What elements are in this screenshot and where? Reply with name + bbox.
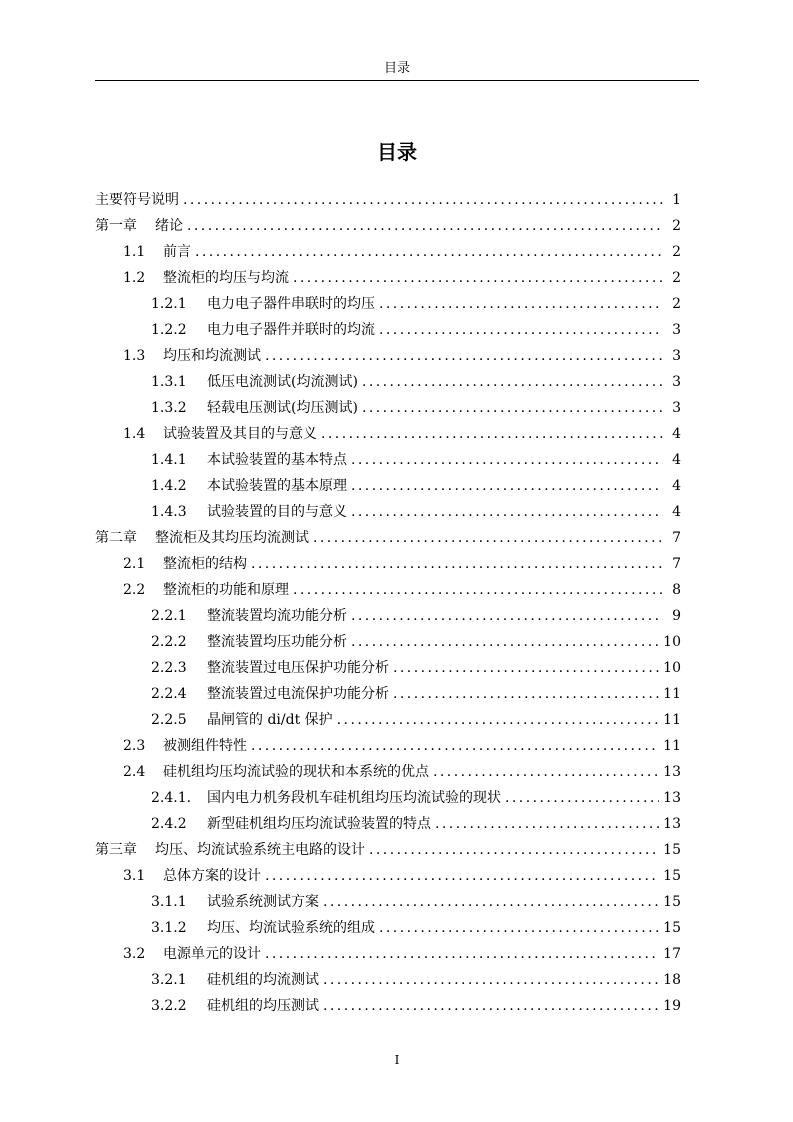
toc-entry-label: 硅机组的均流测试 (207, 972, 319, 988)
toc-entry-page: 11 (663, 712, 681, 728)
toc-entry-page: 13 (663, 764, 681, 780)
toc-entry[interactable] (95, 317, 681, 343)
table-of-contents (95, 187, 681, 1019)
toc-entry-label: 硅机组均压均流试验的现状和本系统的优点 (163, 764, 429, 780)
toc-entry-label: 整流柜的结构 (163, 556, 247, 572)
toc-leader-dots (369, 837, 659, 863)
toc-entry-page: 3 (672, 374, 681, 390)
toc-entry[interactable] (95, 551, 681, 577)
toc-leader-dots (183, 187, 663, 213)
toc-entry-number: 1.3.1 (151, 374, 187, 390)
toc-entry-page: 10 (663, 660, 681, 676)
toc-entry-page: 4 (672, 452, 681, 468)
toc-entry[interactable] (95, 213, 681, 239)
toc-entry[interactable] (95, 343, 681, 369)
toc-entry-label: 整流装置过电压保护功能分析 (207, 660, 389, 676)
toc-entry-label: 整流装置均流功能分析 (207, 608, 347, 624)
toc-entry-page: 15 (663, 894, 681, 910)
toc-entry-number: 3.2.2 (151, 998, 187, 1014)
toc-entry[interactable] (95, 603, 681, 629)
toc-entry-number: 3.2.1 (151, 972, 187, 988)
toc-leader-dots (323, 993, 659, 1019)
toc-leader-dots (323, 889, 659, 915)
toc-entry-number: 2.4.1. (151, 790, 192, 806)
toc-entry-page: 11 (663, 686, 681, 702)
toc-entry-number: 第一章 (95, 218, 137, 234)
toc-leader-dots (351, 473, 663, 499)
toc-entry-number: 1.1 (123, 244, 146, 260)
toc-entry-label: 国内电力机务段机车硅机组均压均流试验的现状 (207, 790, 501, 806)
toc-entry[interactable] (95, 265, 681, 291)
toc-entry-number: 2.3 (123, 738, 146, 754)
toc-leader-dots (293, 577, 663, 603)
toc-leader-dots (187, 213, 663, 239)
toc-entry-page: 15 (663, 868, 681, 884)
toc-entry-label: 电源单元的设计 (163, 946, 261, 962)
toc-entry[interactable] (95, 473, 681, 499)
toc-entry-number: 2.1 (123, 556, 146, 572)
toc-entry-number: 2.2.4 (151, 686, 187, 702)
page-number: I (394, 1053, 400, 1067)
toc-entry-page: 19 (663, 998, 681, 1014)
toc-entry-page: 15 (663, 920, 681, 936)
toc-entry-number: 1.4.2 (151, 478, 187, 494)
toc-entry-page: 10 (663, 634, 681, 650)
toc-entry-number: 1.3 (123, 348, 146, 364)
toc-entry-label: 均压、均流试验系统主电路的设计 (155, 842, 365, 858)
toc-entry[interactable] (95, 785, 681, 811)
toc-entry-number: 2.2.5 (151, 712, 187, 728)
toc-entry-number: 2.2.1 (151, 608, 187, 624)
toc-entry-page: 2 (672, 244, 681, 260)
toc-entry[interactable] (95, 837, 681, 863)
toc-entry-number: 1.4.1 (151, 452, 187, 468)
toc-entry-label: 前言 (163, 244, 191, 260)
toc-entry-page: 15 (663, 842, 681, 858)
toc-entry-page: 13 (663, 790, 681, 806)
toc-leader-dots (433, 759, 659, 785)
toc-entry[interactable] (95, 967, 681, 993)
toc-entry-page: 4 (672, 426, 681, 442)
running-header: 目录 (383, 61, 410, 76)
toc-entry-page: 11 (663, 738, 681, 754)
toc-entry-page: 3 (672, 400, 681, 416)
toc-entry-number: 1.2.2 (151, 322, 187, 338)
toc-entry-number: 1.3.2 (151, 400, 187, 416)
toc-entry[interactable] (95, 395, 681, 421)
toc-leader-dots (293, 265, 663, 291)
toc-entry-number: 2.2.2 (151, 634, 187, 650)
toc-entry-label: 整流柜的均压与均流 (163, 270, 289, 286)
toc-entry-number: 2.4 (123, 764, 146, 780)
toc-entry[interactable] (95, 629, 681, 655)
toc-entry-page: 3 (672, 322, 681, 338)
toc-entry[interactable] (95, 993, 681, 1019)
toc-entry-page: 17 (663, 946, 681, 962)
toc-leader-dots (321, 421, 663, 447)
toc-entry[interactable] (95, 733, 681, 759)
toc-entry-number: 3.2 (123, 946, 146, 962)
toc-leader-dots (265, 343, 663, 369)
toc-entry[interactable] (95, 707, 681, 733)
toc-leader-dots (393, 681, 659, 707)
toc-entry[interactable] (95, 889, 681, 915)
toc-entry-number: 2.2.3 (151, 660, 187, 676)
toc-entry[interactable] (95, 421, 681, 447)
toc-leader-dots (435, 811, 659, 837)
toc-entry[interactable] (95, 577, 681, 603)
toc-entry-label: 本试验装置的基本原理 (207, 478, 347, 494)
toc-entry-number: 3.1.1 (151, 894, 187, 910)
toc-entry[interactable] (95, 863, 681, 889)
toc-entry-page: 3 (672, 348, 681, 364)
toc-entry-label: 整流柜的功能和原理 (163, 582, 289, 598)
toc-entry-label: 试验装置的目的与意义 (207, 504, 347, 520)
header-rule (95, 80, 699, 81)
toc-leader-dots (393, 655, 659, 681)
toc-entry-page: 4 (672, 478, 681, 494)
toc-entry-label: 被测组件特性 (163, 738, 247, 754)
toc-leader-dots (362, 395, 663, 421)
toc-entry-number: 第三章 (95, 842, 137, 858)
toc-entry-label: 本试验装置的基本特点 (207, 452, 347, 468)
toc-entry-label: 电力电子器件并联时的均流 (207, 322, 375, 338)
toc-entry[interactable] (95, 291, 681, 317)
toc-entry-page: 9 (672, 608, 681, 624)
toc-entry-page: 18 (663, 972, 681, 988)
toc-entry-label: 轻载电压测试(均压测试) (207, 400, 358, 416)
toc-entry-number: 3.1.2 (151, 920, 187, 936)
toc-leader-dots (362, 369, 663, 395)
toc-entry-number: 1.4.3 (151, 504, 187, 520)
toc-entry-number: 1.4 (123, 426, 146, 442)
toc-entry[interactable] (95, 811, 681, 837)
toc-leader-dots (351, 603, 663, 629)
toc-leader-dots (195, 239, 663, 265)
toc-entry-page: 4 (672, 504, 681, 520)
toc-entry[interactable] (95, 447, 681, 473)
toc-entry-number: 2.4.2 (151, 816, 187, 832)
toc-leader-dots (265, 941, 659, 967)
toc-entry-number: 2.2 (123, 582, 146, 598)
toc-entry-label: 整流装置过电流保护功能分析 (207, 686, 389, 702)
toc-leader-dots (505, 785, 659, 811)
toc-entry-label: 整流柜及其均压均流测试 (155, 530, 309, 546)
toc-entry-label: 绪论 (155, 218, 183, 234)
toc-entry-label: 试验系统测试方案 (207, 894, 319, 910)
toc-leader-dots (351, 499, 663, 525)
toc-leader-dots (251, 551, 663, 577)
toc-entry[interactable] (95, 759, 681, 785)
toc-entry-label: 电力电子器件串联时的均压 (207, 296, 375, 312)
toc-entry-page: 2 (672, 296, 681, 312)
toc-leader-dots (313, 525, 663, 551)
toc-entry[interactable] (95, 187, 681, 213)
toc-entry[interactable] (95, 369, 681, 395)
toc-entry-label: 均压和均流测试 (163, 348, 261, 364)
toc-leader-dots (351, 629, 659, 655)
toc-entry-label: 主要符号说明 (95, 192, 179, 208)
toc-leader-dots (251, 733, 659, 759)
toc-leader-dots (337, 707, 660, 733)
toc-entry-page: 7 (672, 556, 681, 572)
toc-leader-dots (379, 915, 659, 941)
toc-entry[interactable] (95, 239, 681, 265)
toc-entry[interactable] (95, 915, 681, 941)
toc-entry-page: 1 (672, 192, 681, 208)
toc-entry-label: 低压电流测试(均流测试) (207, 374, 358, 390)
toc-entry-page: 13 (663, 816, 681, 832)
toc-entry-label: 硅机组的均压测试 (207, 998, 319, 1014)
toc-entry[interactable] (95, 655, 681, 681)
toc-entry-label: 均压、均流试验系统的组成 (207, 920, 375, 936)
toc-entry-page: 2 (672, 218, 681, 234)
toc-entry-number: 1.2.1 (151, 296, 187, 312)
page-title: 目录 (377, 140, 417, 164)
toc-entry[interactable] (95, 681, 681, 707)
toc-entry-label: 新型硅机组均压均流试验装置的特点 (207, 816, 431, 832)
toc-entry-label: 总体方案的设计 (163, 868, 261, 884)
toc-entry-page: 2 (672, 270, 681, 286)
toc-entry-number: 3.1 (123, 868, 146, 884)
toc-entry-page: 7 (672, 530, 681, 546)
toc-entry-label: 整流装置均压功能分析 (207, 634, 347, 650)
toc-entry-label: 试验装置及其目的与意义 (163, 426, 317, 442)
toc-entry[interactable] (95, 499, 681, 525)
toc-entry[interactable] (95, 525, 681, 551)
toc-leader-dots (379, 291, 663, 317)
toc-entry-page: 8 (672, 582, 681, 598)
toc-entry-number: 1.2 (123, 270, 146, 286)
toc-entry-number: 第二章 (95, 530, 137, 546)
toc-leader-dots (265, 863, 659, 889)
toc-leader-dots (379, 317, 663, 343)
toc-leader-dots (323, 967, 659, 993)
toc-entry-label: 晶闸管的 di/dt 保护 (207, 712, 333, 728)
toc-entry[interactable] (95, 941, 681, 967)
toc-leader-dots (351, 447, 663, 473)
